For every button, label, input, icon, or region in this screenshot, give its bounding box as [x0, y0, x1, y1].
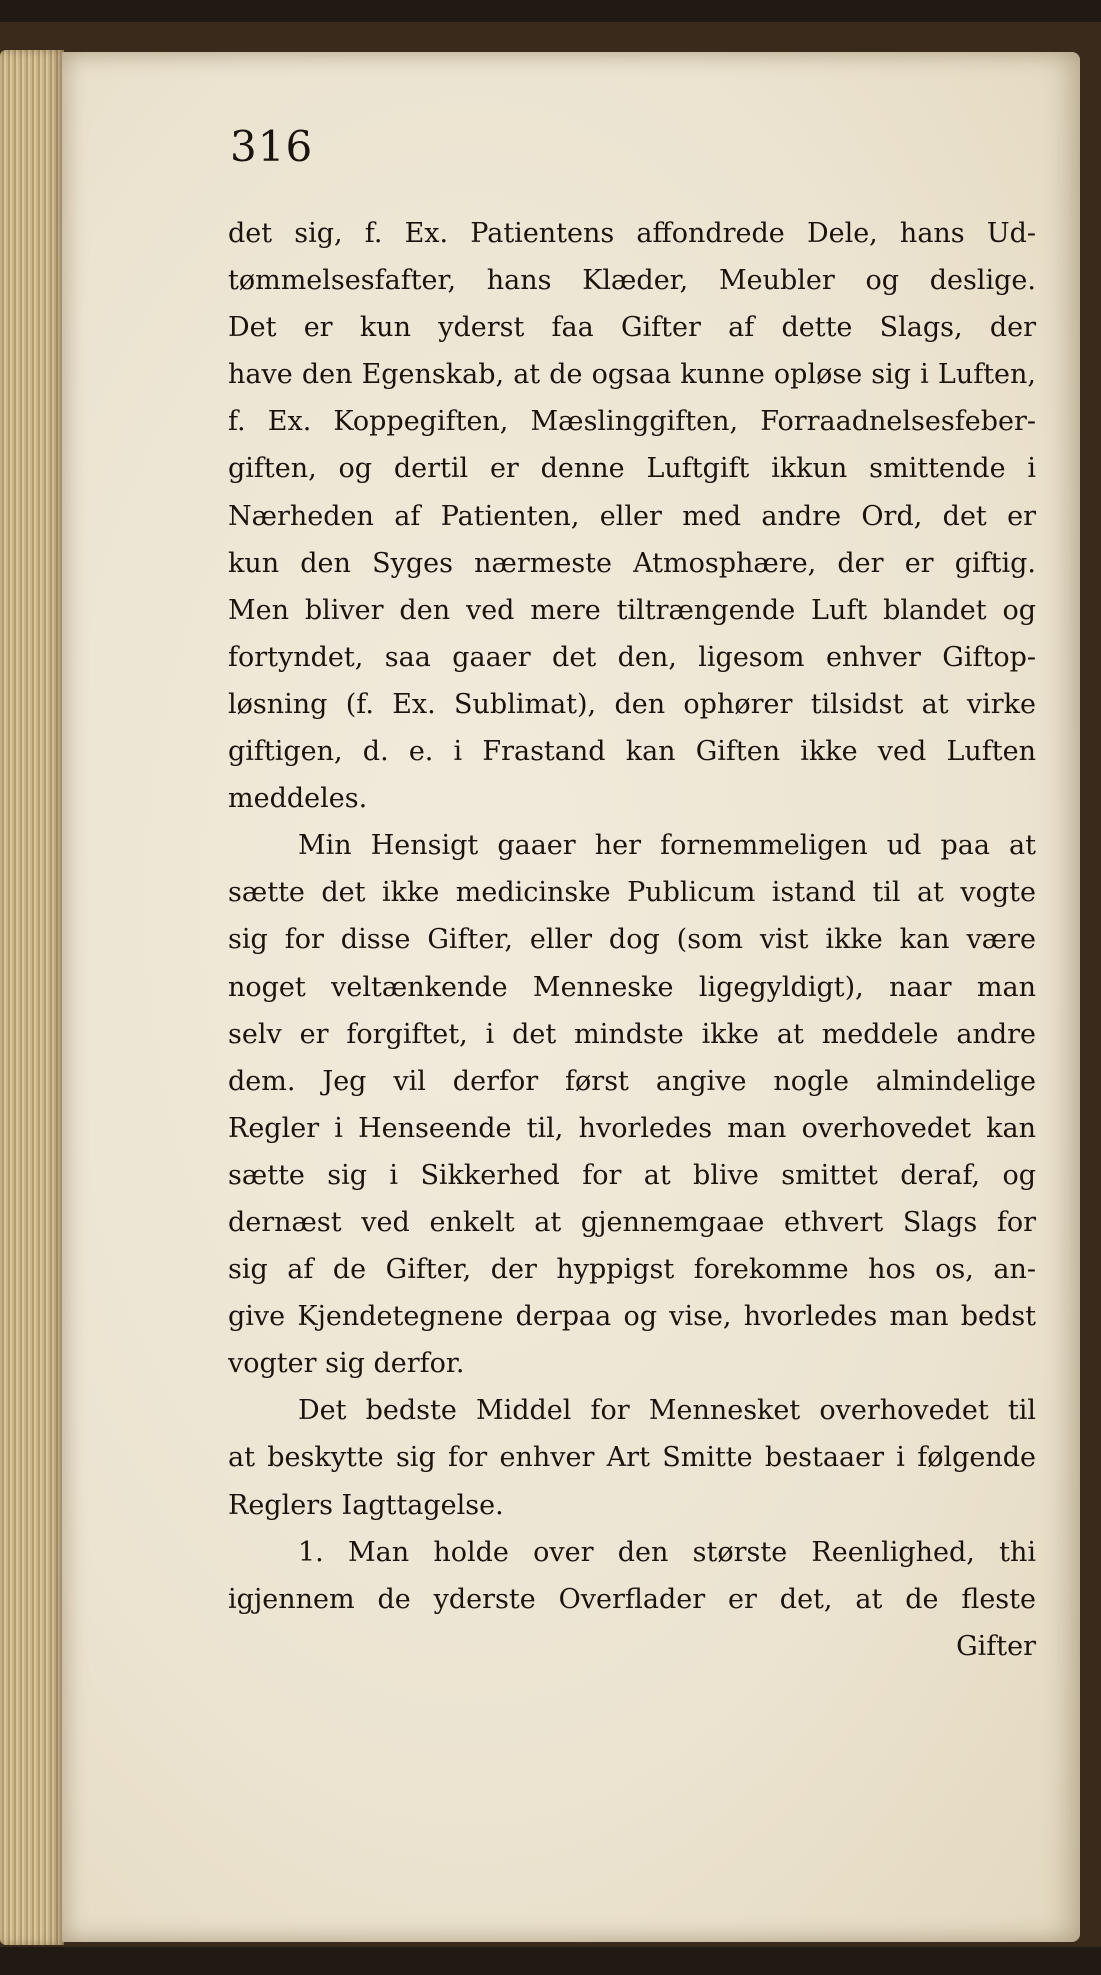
text-line: Men bliver den ved mere tiltrængende Luft blandet og — [228, 594, 1036, 626]
text-line: løsning (f. Ex. Sublimat), den ophører tilsidst at virke — [228, 688, 1036, 720]
text-line: Det bedste Middel for Mennesket overhovedet til — [298, 1395, 1036, 1427]
text-line: meddeles. — [228, 783, 368, 815]
text-line: dernæst ved enkelt at gjennemgaae ethvert Slags for — [228, 1206, 1036, 1238]
text-line: det sig, f. Ex. Patientens affondrede Dele, hans Ud- — [228, 218, 1036, 249]
text-line: dem. Jeg vil derfor først angive nogle almindelige — [228, 1065, 1036, 1097]
text-line: vogter sig derfor. — [228, 1348, 465, 1380]
text-line: sætte sig i Sikkerhed for at blive smittet deraf, og — [228, 1159, 1036, 1191]
text-line: give Kjendetegnene derpaa og vise, hvorledes man bedst — [228, 1301, 1036, 1333]
text-line: f. Ex. Koppegiften, Mæslinggiften, Forraadnelsesfeber- — [228, 406, 1036, 438]
text-line: Nærheden af Patienten, eller med andre Ord, det er — [228, 500, 1036, 532]
text-line: Regler i Henseende til, hvorledes man overhovedet kan — [228, 1112, 1036, 1144]
text-line: fortyndet, saa gaaer det den, ligesom enhver Giftop- — [228, 641, 1036, 673]
page-edges — [0, 50, 64, 1945]
page-text — [228, 210, 1036, 1670]
page-number: 316 — [230, 122, 314, 171]
text-line: giftigen, d. e. i Frastand kan Giften ikke ved Luften — [228, 736, 1036, 768]
catchword: Gifter — [956, 1630, 1036, 1662]
text-line: tømmelsesfafter, hans Klæder, Meubler og deslige. — [228, 265, 1036, 297]
text-line: igjennem de yderste Overflader er det, at de fleste — [228, 1583, 1036, 1615]
text-line: 1. Man holde over den største Reenlighed, thi — [298, 1536, 1036, 1568]
text-line: selv er forgiftet, i det mindste ikke at meddele andre — [228, 1018, 1036, 1050]
text-line: Min Hensigt gaaer her fornemmeligen ud paa at — [298, 830, 1036, 862]
text-line: sætte det ikke medicinske Publicum istand til at vogte — [228, 877, 1036, 909]
text-line: sig for disse Gifter, eller dog (som vist ikke kan være — [228, 924, 1036, 956]
text-line: noget veltænkende Menneske ligegyldigt), naar man — [228, 971, 1036, 1003]
text-line: Reglers Iagttagelse. — [228, 1489, 504, 1521]
text-line: Det er kun yderst faa Gifter af dette Slags, der — [228, 312, 1036, 344]
text-line: sig af de Gifter, der hyppigst forekomme hos os, an- — [228, 1254, 1036, 1286]
text-line: giften, og dertil er denne Luftgift ikkun smittende i — [228, 453, 1036, 485]
text-line: kun den Syges nærmeste Atmosphære, der er giftig. — [228, 547, 1036, 579]
text-line: at beskytte sig for enhver Art Smitte bestaaer i følgende — [228, 1442, 1036, 1474]
text-line: have den Egenskab, at de ogsaa kunne opløse sig i Luften, — [228, 359, 1036, 391]
